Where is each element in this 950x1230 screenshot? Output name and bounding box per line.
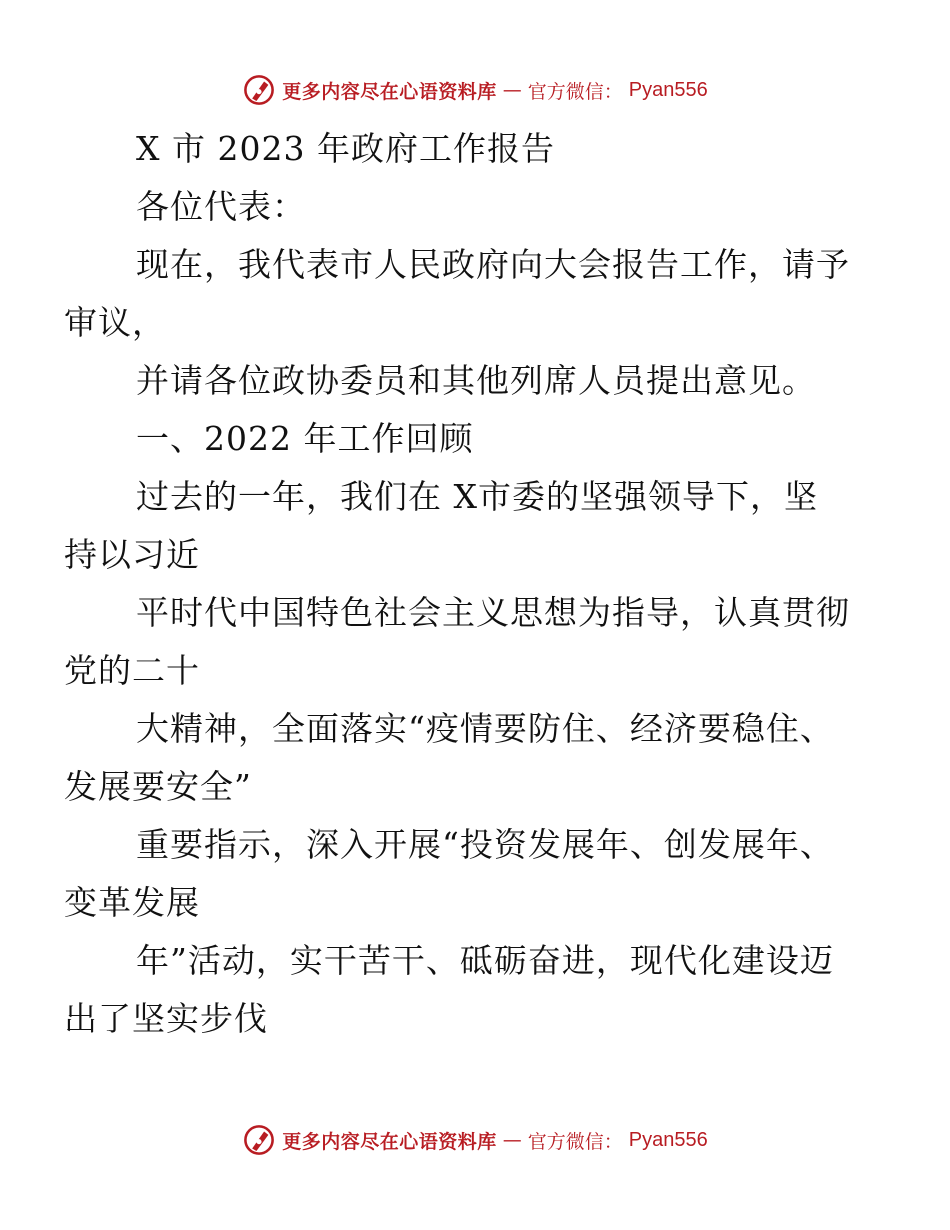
pen-logo-icon xyxy=(242,73,276,107)
doc-line: 变革发展 xyxy=(64,883,200,922)
doc-line: 平时代中国特色社会主义思想为指导，认真贯彻 xyxy=(136,593,850,632)
doc-line: 各位代表： xyxy=(136,187,306,226)
paragraph xyxy=(64,700,860,816)
document-body xyxy=(64,120,860,1048)
doc-line: 党的二十 xyxy=(64,651,200,690)
watermark-main-text: 更多内容尽在心语资料库 xyxy=(282,1130,497,1153)
doc-line: 重要指示，深入开展“投资发展年、创发展年、 xyxy=(136,825,834,864)
doc-line: 现在，我代表市人民政府向大会报告工作，请予 xyxy=(136,245,850,284)
pen-logo-icon xyxy=(242,1123,276,1157)
paragraph xyxy=(64,816,860,932)
doc-line: 一、2022 年工作回顾 xyxy=(136,419,474,458)
doc-line: 持以习近 xyxy=(64,535,200,574)
watermark-id: Pyan556 xyxy=(628,78,708,101)
doc-line: 大精神，全面落实“疫情要防住、经济要稳住、 xyxy=(136,709,834,748)
paragraph xyxy=(64,932,860,1048)
watermark-id: Pyan556 xyxy=(628,1128,708,1151)
watermark-dash: — xyxy=(502,1129,522,1151)
watermark-dash: — xyxy=(502,79,522,101)
salutation xyxy=(100,178,860,236)
doc-line: X 市 2023 年政府工作报告 xyxy=(136,129,555,168)
doc-line: 出了坚实步伐 xyxy=(64,999,268,1038)
doc-line: 审议， xyxy=(64,303,166,342)
paragraph xyxy=(64,468,860,584)
paragraph xyxy=(64,236,860,352)
watermark-main-text: 更多内容尽在心语资料库 xyxy=(282,80,497,103)
doc-line: 过去的一年，我们在 X市委的坚强领导下，坚 xyxy=(136,477,818,516)
header-watermark xyxy=(0,68,950,112)
section-heading xyxy=(100,410,860,468)
doc-line: 发展要安全” xyxy=(64,767,252,806)
watermark-sub-text: 官方微信： xyxy=(527,1130,623,1153)
footer-watermark xyxy=(0,1118,950,1162)
doc-title xyxy=(100,120,860,178)
doc-line: 并请各位政协委员和其他列席人员提出意见。 xyxy=(136,361,816,400)
paragraph xyxy=(64,584,860,700)
watermark-sub-text: 官方微信： xyxy=(527,80,623,103)
paragraph xyxy=(100,352,860,410)
doc-line: 年”活动，实干苦干、砥砺奋进，现代化建设迈 xyxy=(136,941,834,980)
